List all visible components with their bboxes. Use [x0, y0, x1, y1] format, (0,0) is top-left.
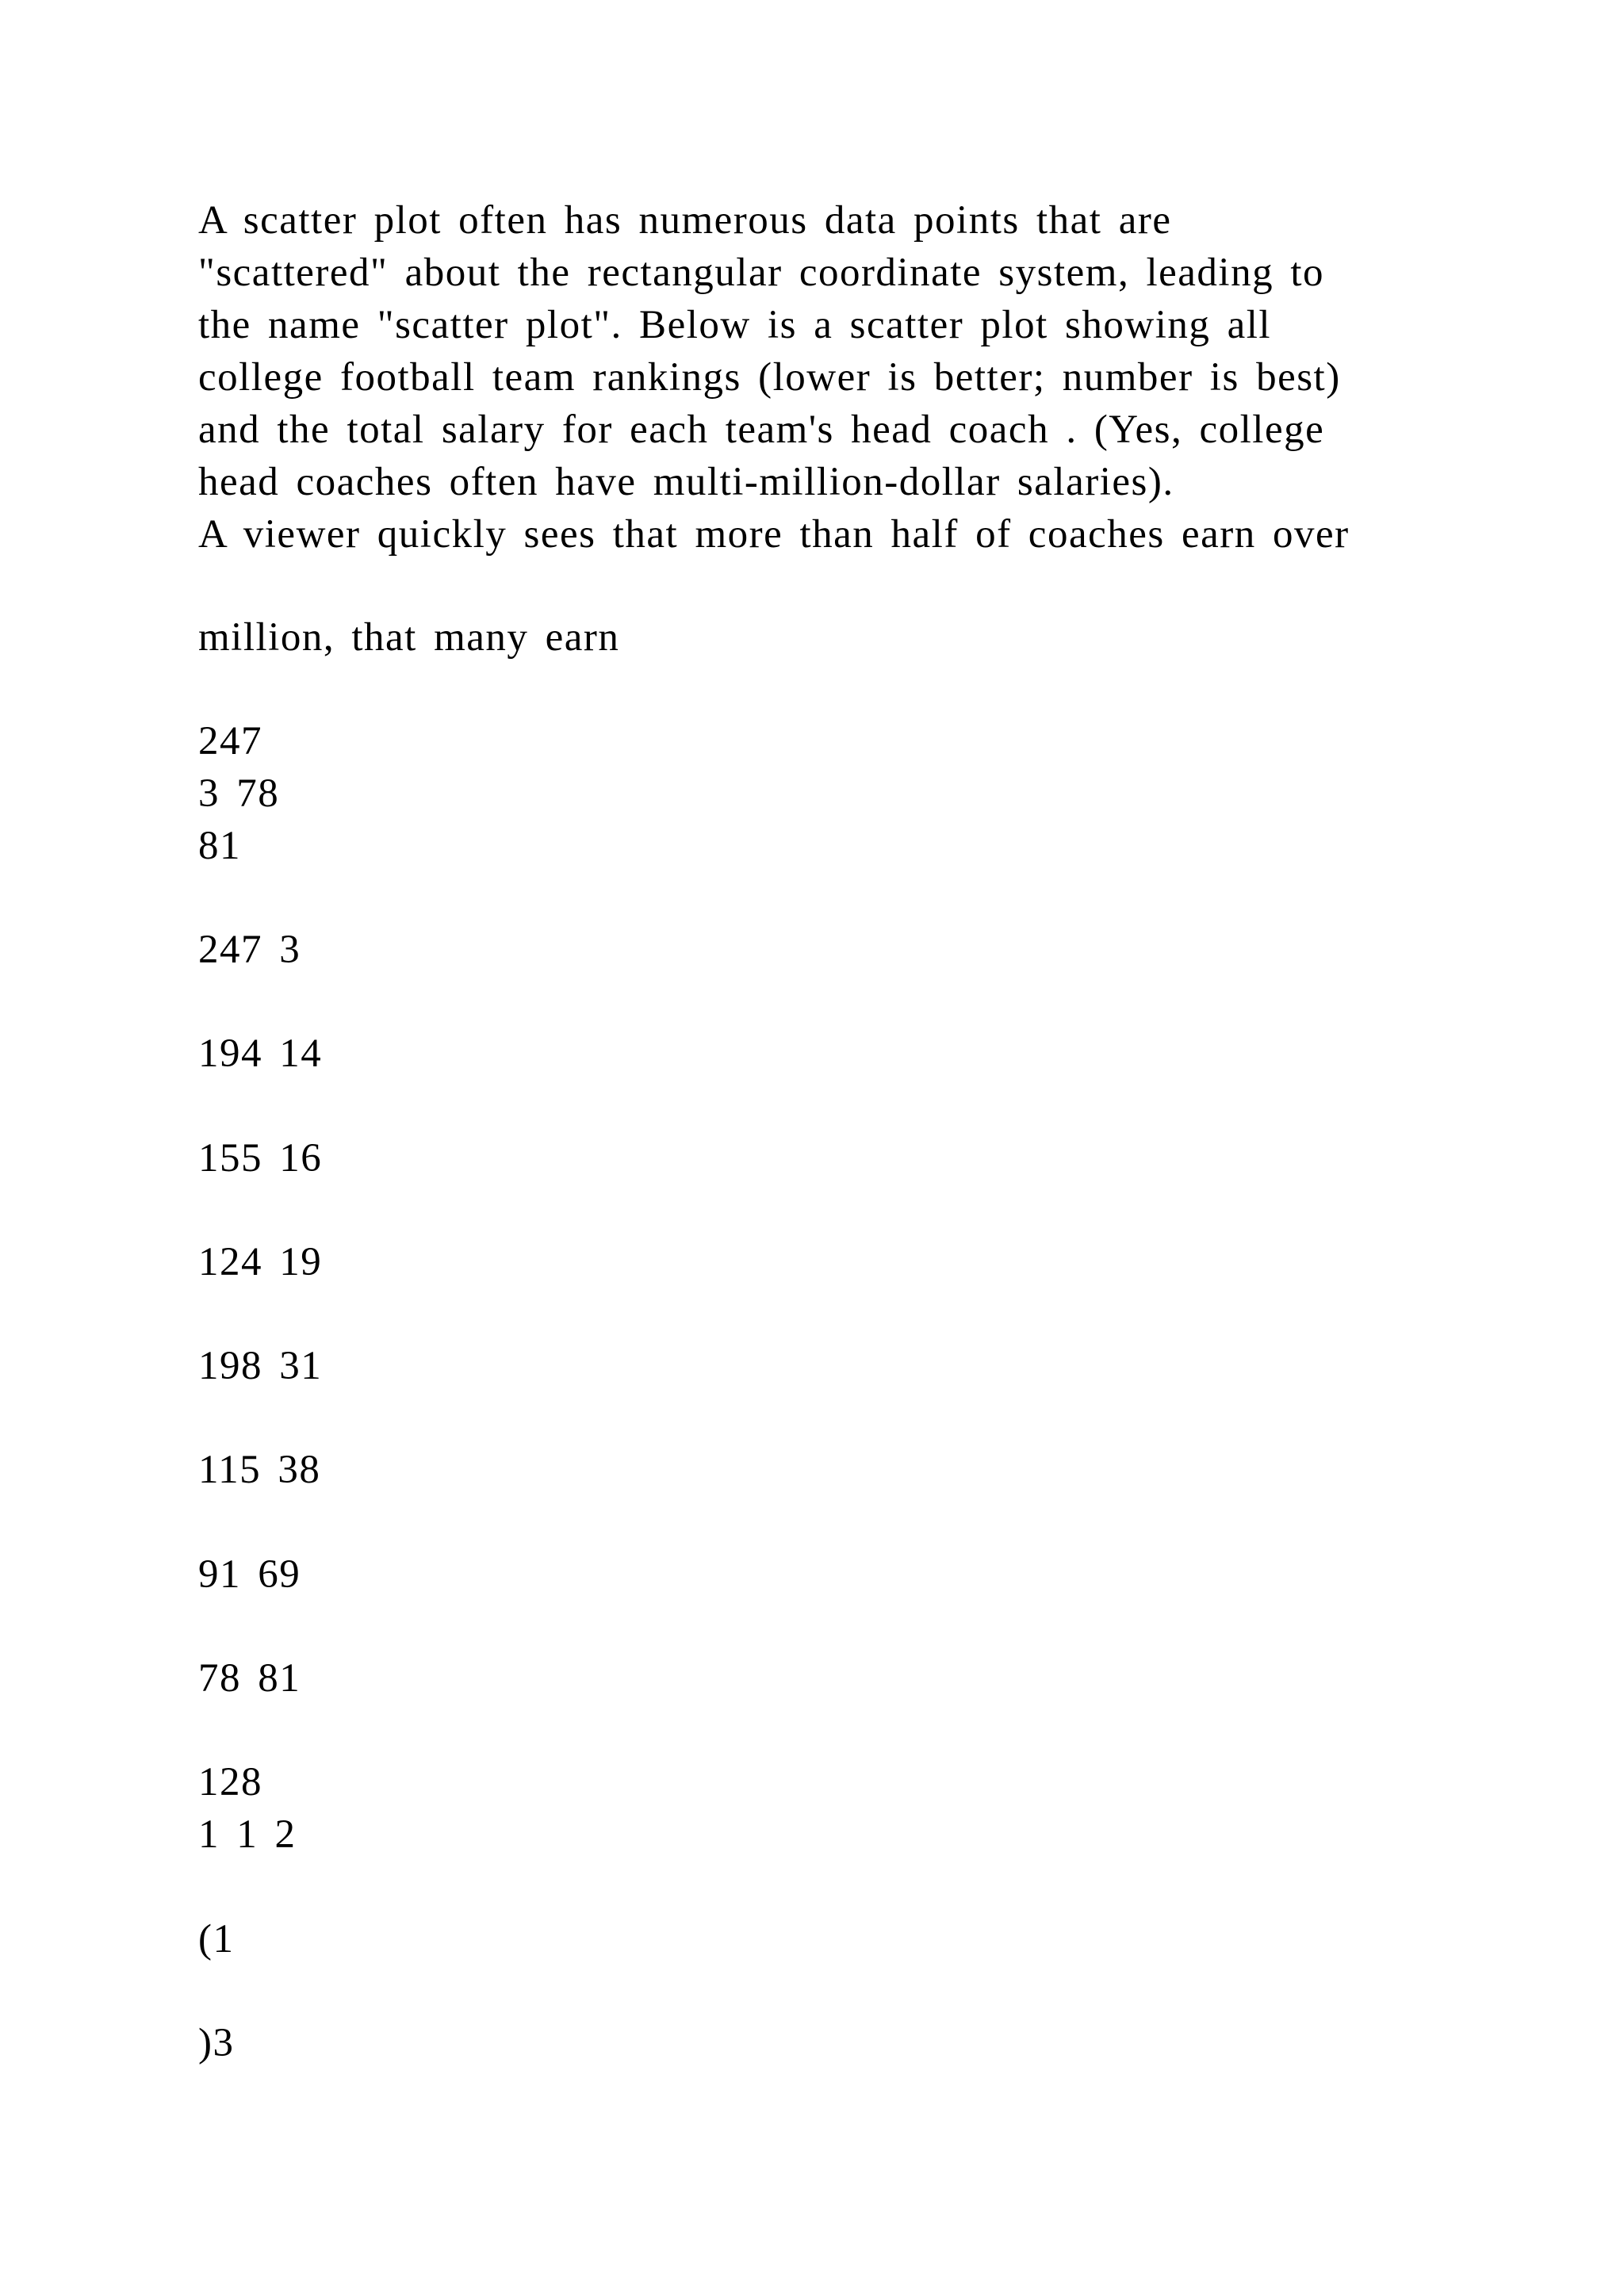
- fragment-line: (1: [198, 1917, 235, 1961]
- fragment-line: 247 3: [198, 928, 301, 972]
- fragment-line: 128: [198, 1760, 262, 1804]
- continuation-line: million, that many earn: [198, 615, 620, 660]
- fragment-line: 81: [198, 824, 241, 868]
- fragment-line: 247: [198, 719, 262, 763]
- paragraph-line: A viewer quickly sees that more than half of coaches earn over: [198, 512, 1350, 557]
- fragment-line: 1 1 2: [198, 1812, 297, 1857]
- paragraph-line: and the total salary for each team's head coach . (Yes, college: [198, 408, 1325, 452]
- fragment-line: 3 78: [198, 771, 280, 816]
- fragment-line: 115 38: [198, 1448, 321, 1492]
- paragraph-line: the name "scatter plot". Below is a scatter plot showing all: [198, 303, 1272, 347]
- fragment-line: 155 16: [198, 1136, 323, 1181]
- intro-paragraph: [198, 194, 1350, 561]
- fragment-line: 78 81: [198, 1656, 301, 1701]
- paragraph-line: A scatter plot often has numerous data points that are: [198, 198, 1172, 243]
- fragment-line: 124 19: [198, 1240, 323, 1284]
- fragment-line: )3: [198, 2021, 235, 2065]
- paragraph-line: college football team rankings (lower is better; number is best): [198, 355, 1341, 400]
- fragment-line: 194 14: [198, 1031, 323, 1076]
- paragraph-line: "scattered" about the rectangular coordinate system, leading to: [198, 251, 1324, 295]
- paragraph-line: head coaches often have multi-million-dollar salaries).: [198, 460, 1174, 504]
- fragment-line: 198 31: [198, 1344, 323, 1388]
- fragment-line: 91 69: [198, 1552, 301, 1597]
